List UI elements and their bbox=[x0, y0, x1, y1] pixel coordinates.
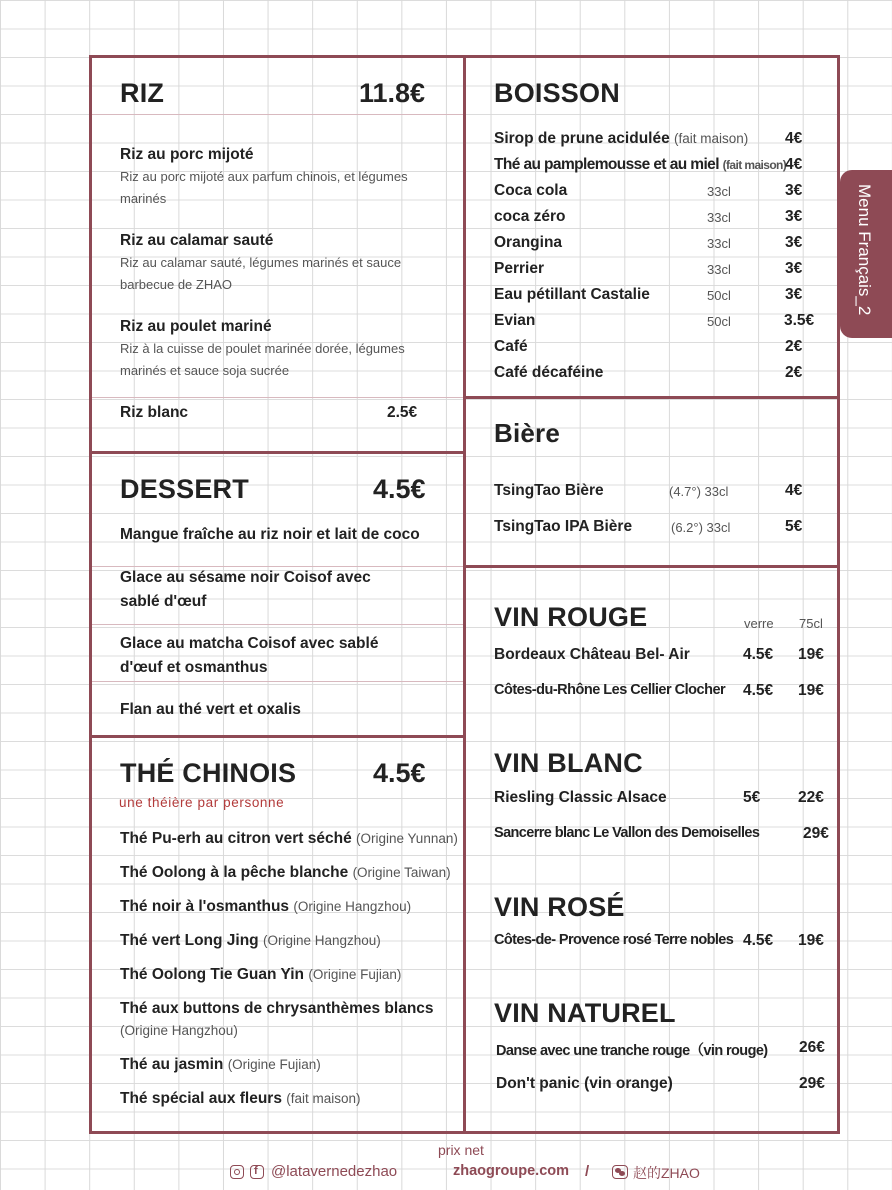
biere-item-size: (6.2°) 33cl bbox=[671, 520, 731, 535]
boisson-item-price: 3.5€ bbox=[784, 312, 815, 329]
the-item bbox=[120, 864, 451, 882]
biere-title: Bière bbox=[494, 418, 561, 448]
boisson-item-name: Coca cola bbox=[494, 182, 568, 199]
vin-item-bottle: 19€ bbox=[798, 682, 824, 699]
boisson-item-note: (fait maison) bbox=[722, 158, 787, 172]
vin-item-bottle: 19€ bbox=[798, 932, 824, 949]
the-item-origin: (Origine Taiwan) bbox=[352, 865, 451, 880]
the-item-name: Thé vert Long Jing bbox=[120, 932, 259, 949]
the-item bbox=[120, 1056, 321, 1074]
dessert-divider bbox=[92, 681, 463, 682]
boisson-item-price: 3€ bbox=[785, 286, 803, 303]
vin-item-bottle: 26€ bbox=[799, 1039, 825, 1056]
vin-item-bottle: 22€ bbox=[798, 789, 824, 806]
vin-item-name: Bordeaux Château Bel- Air bbox=[494, 646, 690, 663]
boisson-item-price: 2€ bbox=[785, 364, 803, 381]
biere-item-name: TsingTao IPA Bière bbox=[494, 518, 633, 535]
riz-blanc-name: Riz blanc bbox=[120, 404, 189, 421]
dessert-item: d'œuf et osmanthus bbox=[120, 659, 268, 676]
boisson-item bbox=[494, 156, 786, 174]
vin-rose-title: VIN ROSÉ bbox=[494, 892, 625, 922]
biere-item-price: 4€ bbox=[785, 482, 803, 499]
vin-rouge-title: VIN ROUGE bbox=[494, 602, 648, 632]
wechat-icon[interactable] bbox=[612, 1165, 628, 1179]
riz-item-name: Riz au poulet mariné bbox=[120, 318, 272, 335]
dessert-item: Glace au matcha Coisof avec sablé bbox=[120, 635, 379, 652]
vin-item-name: Sancerre blanc Le Vallon des Demoiselles bbox=[494, 825, 760, 841]
the-item bbox=[120, 1090, 361, 1108]
vin-item-verre: 4.5€ bbox=[743, 932, 774, 949]
dessert-title: DESSERT bbox=[120, 474, 249, 504]
riz-item-desc: Riz au calamar sauté, légumes marinés et sauce barbecue de ZHAO bbox=[120, 255, 402, 292]
the-item-name: Thé aux buttons de chrysanthèmes blancs bbox=[120, 1000, 434, 1017]
vin-naturel-title: VIN NATUREL bbox=[494, 998, 676, 1028]
vin-item-verre: 4.5€ bbox=[743, 682, 774, 699]
the-item-origin: (fait maison) bbox=[286, 1091, 361, 1106]
the-item-origin: (Origine Fujian) bbox=[227, 1057, 321, 1072]
the-item-name: Thé Pu-erh au citron vert séché bbox=[120, 830, 352, 847]
vin-col-75cl: 75cl bbox=[799, 616, 823, 631]
menu-language-tab-label: Menu Français_2 bbox=[855, 184, 874, 316]
boisson-item-name: Sirop de prune acidulée bbox=[494, 130, 670, 147]
facebook-icon[interactable]: f bbox=[250, 1165, 264, 1179]
boisson-item-name: Perrier bbox=[494, 260, 544, 277]
boisson-item-size: 33cl bbox=[707, 262, 731, 277]
boisson-item-name: Eau pétillant Castalie bbox=[494, 286, 650, 303]
biere-item-name: TsingTao Bière bbox=[494, 482, 604, 499]
the-item-origin: (Origine Yunnan) bbox=[356, 831, 458, 846]
vin-item-bottle: 29€ bbox=[803, 825, 829, 842]
vin-blanc-title: VIN BLANC bbox=[494, 748, 643, 778]
riz-item-desc: Riz au porc mijoté aux parfum chinois, et légumes marinés bbox=[120, 169, 408, 206]
vin-item-verre: 5€ bbox=[743, 789, 761, 806]
boisson-item-name: Café bbox=[494, 338, 528, 355]
boisson-item-size: 50cl bbox=[707, 314, 731, 329]
boisson-item-price: 4€ bbox=[785, 156, 803, 173]
dessert-divider bbox=[92, 566, 463, 567]
boisson-item-note: (fait maison) bbox=[674, 131, 749, 146]
boisson-item-name: Café décaféine bbox=[494, 364, 604, 381]
dessert-item: sablé d'œuf bbox=[120, 593, 207, 610]
boisson-item-name: Orangina bbox=[494, 234, 563, 251]
the-item-origin: (Origine Hangzhou) bbox=[293, 899, 412, 914]
footer-separator: / bbox=[585, 1163, 590, 1180]
the-item-origin: (Origine Hangzhou) bbox=[120, 1023, 238, 1038]
vin-item-name: Côtes-du-Rhône Les Cellier Clocher bbox=[494, 682, 726, 698]
the-item-name: Thé Oolong Tie Guan Yin bbox=[120, 966, 305, 983]
boisson-item-price: 2€ bbox=[785, 338, 803, 355]
boisson-item-size: 33cl bbox=[707, 236, 731, 251]
riz-item-desc: Riz à la cuisse de poulet marinée dorée, légumes marinés et sauce soja sucrée bbox=[120, 341, 405, 378]
riz-item-name: Riz au calamar sauté bbox=[120, 232, 274, 249]
instagram-icon[interactable] bbox=[230, 1165, 244, 1179]
boisson-item bbox=[494, 130, 748, 148]
the-item bbox=[120, 966, 401, 984]
riz-blanc-price: 2.5€ bbox=[387, 404, 418, 421]
vin-item-name: Don't panic (vin orange) bbox=[496, 1075, 673, 1092]
riz-item-name: Riz au porc mijoté bbox=[120, 146, 254, 163]
riz-price: 11.8€ bbox=[359, 78, 426, 108]
dessert-item: Flan au thé vert et oxalis bbox=[120, 701, 301, 718]
wechat-handle[interactable]: 赵的ZHAO bbox=[633, 1165, 700, 1181]
boisson-item-price: 3€ bbox=[785, 208, 803, 225]
vin-item-verre: 4.5€ bbox=[743, 646, 774, 663]
boisson-title: BOISSON bbox=[494, 78, 620, 108]
boisson-item-price: 3€ bbox=[785, 260, 803, 277]
the-subtitle: une théière par personne bbox=[119, 795, 285, 810]
the-item-name: Thé noir à l'osmanthus bbox=[120, 898, 290, 915]
dessert-item: Mangue fraîche au riz noir et lait de coco bbox=[120, 526, 420, 543]
the-item-origin: (Origine Hangzhou) bbox=[262, 933, 381, 948]
dessert-price: 4.5€ bbox=[373, 474, 426, 504]
the-item bbox=[120, 898, 411, 916]
biere-item-price: 5€ bbox=[785, 518, 803, 535]
vin-col-verre: verre bbox=[744, 616, 774, 631]
the-item-name: Thé spécial aux fleurs bbox=[120, 1090, 282, 1107]
vin-item-name: Riesling Classic Alsace bbox=[494, 789, 667, 806]
the-title: THÉ CHINOIS bbox=[120, 758, 297, 788]
website-link[interactable]: zhaogroupe.com bbox=[453, 1163, 570, 1179]
dessert-divider bbox=[92, 624, 463, 625]
the-item bbox=[120, 932, 381, 950]
boisson-item-price: 3€ bbox=[785, 182, 803, 199]
boisson-item-name: coca zéro bbox=[494, 208, 566, 225]
riz-title: RIZ bbox=[120, 78, 165, 108]
social-handle[interactable]: @latavernedezhao bbox=[271, 1163, 398, 1180]
riz-extra-divider bbox=[92, 397, 463, 398]
the-item-origin: (Origine Fujian) bbox=[308, 967, 402, 982]
vin-item-bottle: 29€ bbox=[799, 1075, 825, 1092]
vin-item-name: Côtes-de- Provence rosé Terre nobles bbox=[494, 932, 734, 948]
vin-item-name: Danse avec une tranche rouge（vin rouge) bbox=[496, 1043, 768, 1059]
the-item-name: Thé au jasmin bbox=[120, 1056, 224, 1073]
the-item-name: Thé Oolong à la pêche blanche bbox=[120, 864, 349, 881]
vin-item-bottle: 19€ bbox=[798, 646, 824, 663]
boisson-item-price: 4€ bbox=[785, 130, 803, 147]
boisson-item-name: Thé au pamplemousse et au miel bbox=[494, 156, 719, 173]
biere-item-size: (4.7°) 33cl bbox=[669, 484, 729, 499]
menu-language-tab[interactable] bbox=[840, 170, 892, 338]
boisson-item-size: 50cl bbox=[707, 288, 731, 303]
the-price: 4.5€ bbox=[373, 758, 426, 788]
the-item bbox=[120, 830, 458, 848]
boisson-item-size: 33cl bbox=[707, 184, 731, 199]
dessert-item: Glace au sésame noir Coisof avec bbox=[120, 569, 371, 586]
boisson-item-price: 3€ bbox=[785, 234, 803, 251]
boisson-item-name: Evian bbox=[494, 312, 536, 329]
riz-header-divider bbox=[92, 114, 463, 115]
boisson-item-size: 33cl bbox=[707, 210, 731, 225]
prix-net-label: prix net bbox=[438, 1142, 484, 1158]
